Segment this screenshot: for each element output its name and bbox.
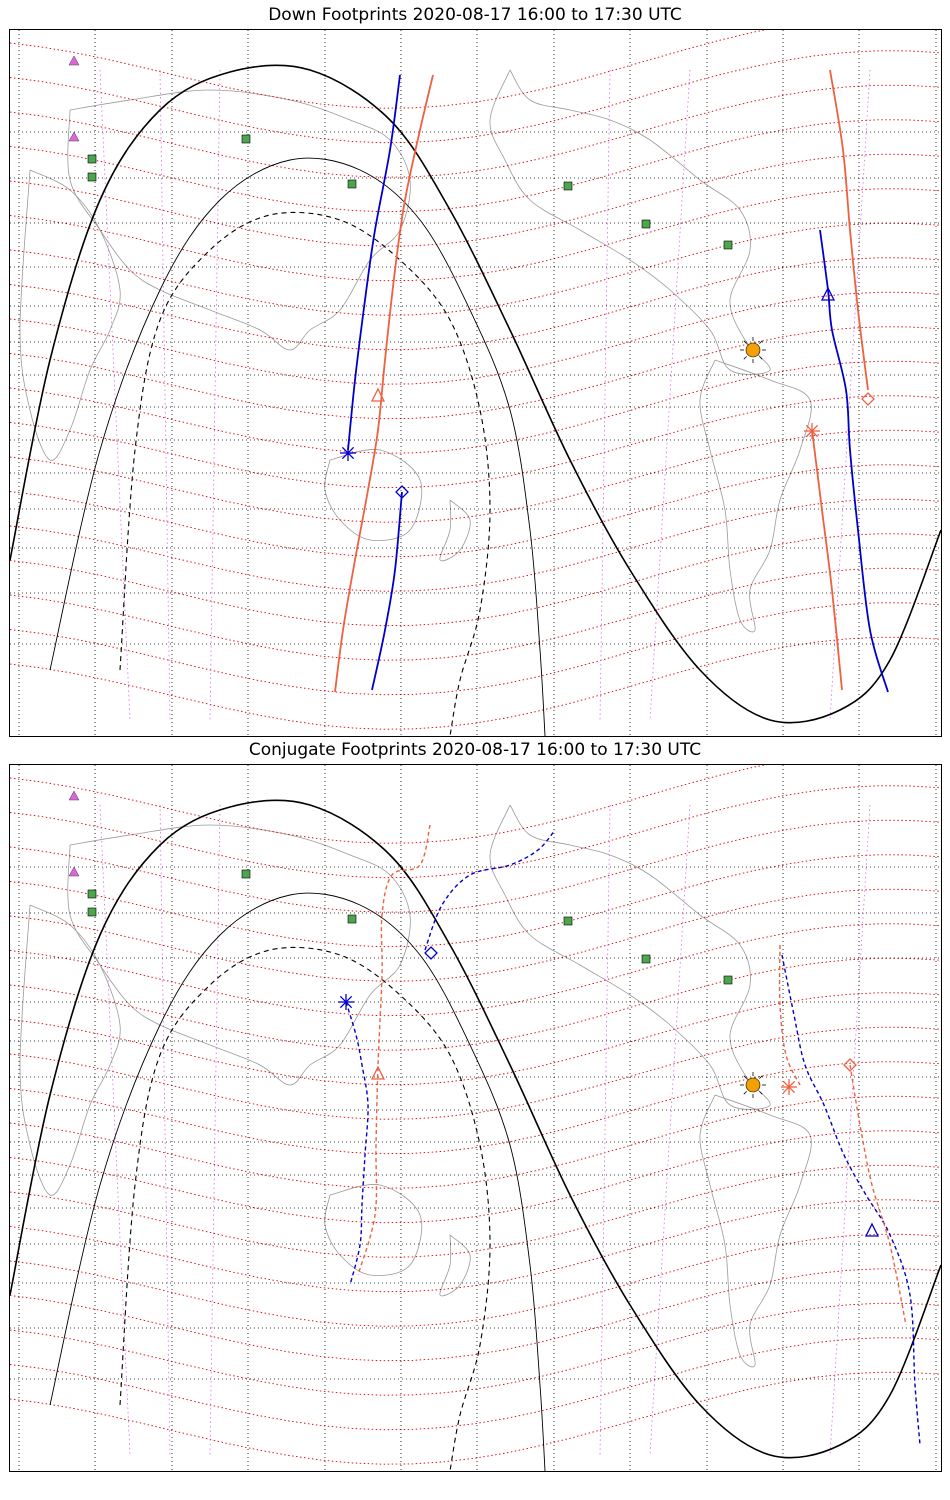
elfin-a-track xyxy=(425,830,555,950)
magnetic-latitude-line xyxy=(10,889,940,981)
sun-icon xyxy=(746,1078,760,1092)
magnetic-latitude-line xyxy=(10,764,940,843)
magnetic-latitude-line xyxy=(10,568,940,660)
elfin-b-track xyxy=(335,75,433,692)
panel-title-down: Down Footprints 2020-08-17 16:00 to 17:30 UTC xyxy=(268,5,682,25)
magnetic-latitude-line xyxy=(10,1234,940,1326)
lcom-triangle-marker xyxy=(69,791,79,800)
continent-outline xyxy=(68,90,411,350)
magnetic-latitude-line xyxy=(10,499,940,591)
magnetic-latitude-line xyxy=(10,1062,940,1154)
magnetic-meridian xyxy=(100,70,130,720)
magnetic-latitude-line xyxy=(10,154,940,246)
vlf-station-marker xyxy=(242,135,250,143)
start-diamond-marker xyxy=(862,393,874,405)
magnetic-latitude-line xyxy=(10,1200,940,1292)
magnetic-latitude-line xyxy=(10,603,940,695)
elfin-a-track xyxy=(348,75,400,450)
magnetic-meridian xyxy=(210,805,220,1455)
elfin-a-track xyxy=(820,230,888,692)
elfin-a-track xyxy=(346,1002,368,1285)
center-triangle-marker xyxy=(866,1224,878,1236)
magnetic-latitude-line xyxy=(10,85,940,177)
map-panel-down xyxy=(9,29,942,737)
magnetic-meridian xyxy=(160,805,170,1455)
elfin-b-track xyxy=(830,70,868,390)
magnetic-latitude-line xyxy=(10,993,940,1085)
elfin-b-track xyxy=(812,430,842,690)
magnetic-latitude-line xyxy=(10,1372,940,1464)
continent-outline xyxy=(440,1235,470,1296)
magnetic-latitude-line xyxy=(10,1338,940,1430)
start-diamond-marker xyxy=(425,947,437,959)
magnetic-latitude-lines xyxy=(10,29,940,729)
magnetic-meridian xyxy=(600,70,610,720)
magnetic-meridian xyxy=(650,805,690,1455)
magnetic-meridian xyxy=(210,70,220,720)
continent-outline xyxy=(700,360,811,632)
panel-title-conjugate: Conjugate Footprints 2020-08-17 16:00 to 17:30 UTC xyxy=(248,740,702,760)
end-asterisk-marker xyxy=(340,445,356,461)
elfin-b-track xyxy=(850,1065,906,1325)
continent-outline xyxy=(325,1184,422,1275)
magnetic-latitude-line xyxy=(10,1165,940,1257)
magnetic-latitude-line xyxy=(10,327,940,419)
magnetic-meridian xyxy=(160,70,170,720)
vlf-station-marker xyxy=(88,155,96,163)
vlf-station-marker xyxy=(564,917,572,925)
magnetic-latitude-line xyxy=(10,223,940,315)
terminator-line xyxy=(10,65,941,722)
magnetic-latitude-line xyxy=(10,258,940,350)
elfin-a-track xyxy=(782,955,920,1445)
magnetic-latitude-line xyxy=(10,29,940,108)
continent-outline xyxy=(700,1095,811,1367)
magnetic-latitude-line xyxy=(10,430,940,522)
magnetic-latitude-line xyxy=(10,855,940,947)
vlf-station-marker xyxy=(564,182,572,190)
magnetic-latitude-line xyxy=(10,120,940,212)
vlf-station-marker xyxy=(88,173,96,181)
vlf-station-marker xyxy=(88,890,96,898)
end-asterisk-marker xyxy=(804,423,820,439)
continent-outline xyxy=(20,905,120,1195)
magnetic-latitude-line xyxy=(10,534,940,626)
magnetic-latitude-line xyxy=(10,958,940,1050)
vlf-station-marker xyxy=(242,870,250,878)
sun-icon xyxy=(746,343,760,357)
continent-outline xyxy=(440,500,470,561)
altitude-400km-line xyxy=(120,212,490,736)
lcom-triangle-marker xyxy=(69,132,79,141)
magnetic-meridian xyxy=(100,805,130,1455)
vlf-station-marker xyxy=(724,241,732,249)
end-asterisk-marker xyxy=(338,994,354,1010)
terminator-line xyxy=(10,800,941,1457)
geographic-grid xyxy=(10,765,941,1471)
end-asterisk-marker xyxy=(781,1079,797,1095)
magnetic-meridian xyxy=(650,70,690,720)
vlf-station-marker xyxy=(642,955,650,963)
sun-ray xyxy=(744,1091,747,1094)
magnetic-latitude-line xyxy=(10,1269,940,1361)
magnetic-latitude-lines xyxy=(10,764,940,1464)
vlf-station-marker xyxy=(88,908,96,916)
vlf-station-marker xyxy=(348,915,356,923)
magnetic-latitude-line xyxy=(10,1131,940,1223)
altitude-400km-line xyxy=(120,947,490,1471)
lcom-triangle-marker xyxy=(69,867,79,876)
magnetic-meridian xyxy=(830,805,870,1455)
sun-ray xyxy=(744,356,747,359)
magnetic-latitude-line xyxy=(10,820,940,912)
continent-outline xyxy=(20,170,120,460)
magnetic-meridian xyxy=(600,805,610,1455)
map-panel-conjugate xyxy=(9,764,942,1472)
magnetic-latitude-line xyxy=(10,396,940,488)
magnetic-latitude-line xyxy=(10,465,940,557)
magnetic-latitude-line xyxy=(10,637,940,729)
vlf-station-marker xyxy=(642,220,650,228)
lcom-triangle-marker xyxy=(69,56,79,65)
vlf-station-marker xyxy=(724,976,732,984)
vlf-station-marker xyxy=(348,180,356,188)
magnetic-latitude-line xyxy=(10,1303,940,1395)
geographic-grid xyxy=(10,30,941,736)
